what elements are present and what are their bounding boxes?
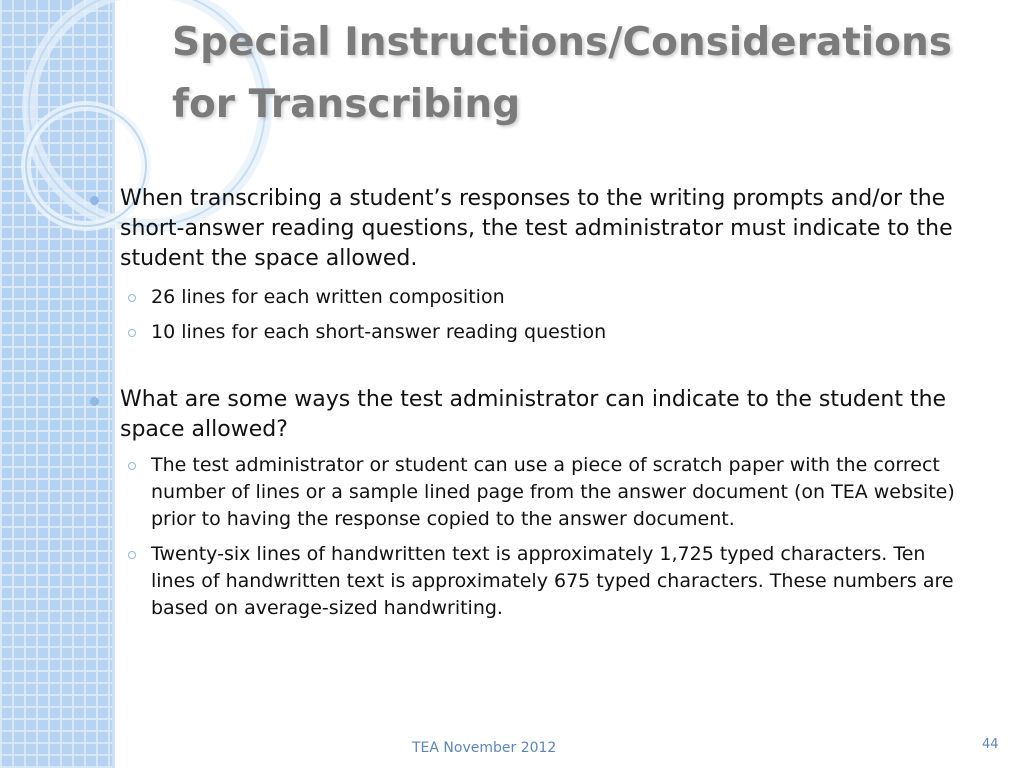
sub-bullet-marker <box>128 294 136 302</box>
sub-bullet-marker <box>128 551 136 559</box>
sub-bullet-text: Twenty-six lines of handwritten text is approximately 1,725 typed characters. Ten lines of handwritten text is approximately 675 typed characters. These numbers are based on average-sized handwriting. <box>151 543 954 619</box>
sub-bullet-item <box>90 319 970 346</box>
bullet-text: When transcribing a student’s responses to the writing prompts and/or the short-answer reading questions, the test administrator must indicate to the student the space allowed. <box>120 186 953 271</box>
bullet-marker <box>90 397 99 406</box>
bullet-marker <box>90 196 99 205</box>
sub-bullet-text: 10 lines for each short-answer reading question <box>151 321 607 343</box>
bullet-item <box>90 385 970 445</box>
slide-content <box>90 184 970 622</box>
sub-bullet-marker <box>128 329 136 337</box>
sub-bullet-item <box>90 452 970 533</box>
slide-title: Special Instructions/Considerations for Transcribing <box>172 20 952 127</box>
sub-bullet-text: The test administrator or student can use a piece of scratch paper with the correct number of lines or a sample lined page from the answer document (on TEA website) prior to having the response copied to the answer document. <box>151 454 955 530</box>
sub-bullet-item <box>90 284 970 311</box>
bullet-text: What are some ways the test administrator can indicate to the student the space allowed? <box>120 387 947 442</box>
sub-bullet-item <box>90 541 970 622</box>
footer-text: TEA November 2012 <box>412 740 557 756</box>
page-number: 44 <box>982 737 999 752</box>
bullet-item <box>90 184 970 274</box>
sub-bullet-marker <box>128 462 136 470</box>
sub-bullet-text: 26 lines for each written composition <box>151 286 505 308</box>
